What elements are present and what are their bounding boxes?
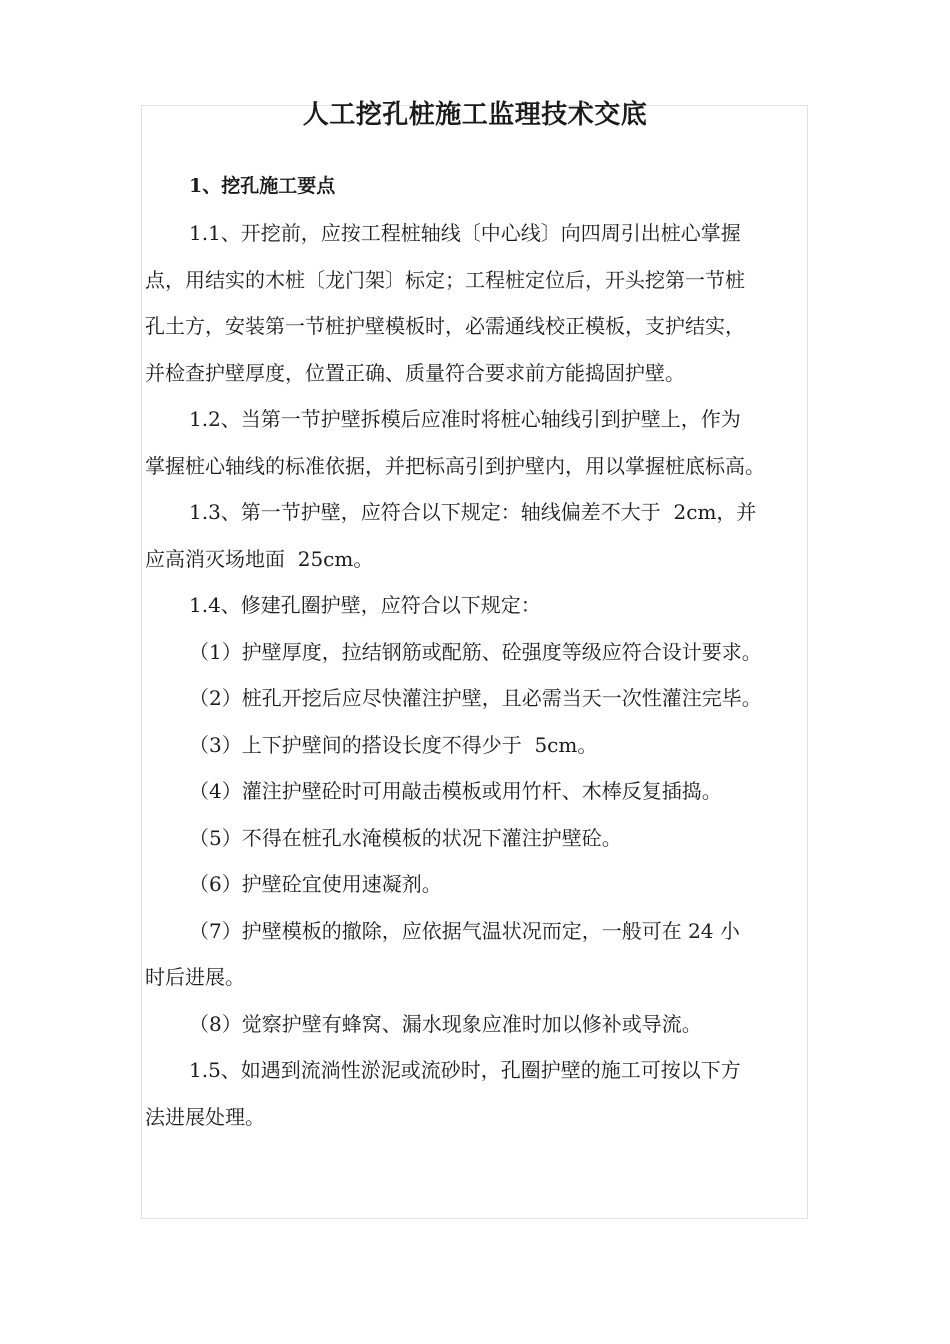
list-item: （1）护壁厚度，拉结钢筋或配筋、砼强度等级应符合设计要求。 (189, 639, 762, 664)
paragraph-line: 点，用结实的木桩〔龙门架〕标定；工程桩定位后，开头挖第一节桩 (145, 267, 745, 292)
list-item: （3）上下护壁间的搭设长度不得少于 5cm。 (189, 732, 598, 757)
document-body (145, 162, 815, 1140)
paragraph-line: 掌握桩心轴线的标准依据，并把标高引到护壁内，用以掌握桩底标高。 (145, 453, 765, 478)
paragraph-1-3 (145, 489, 815, 582)
list-item-continuation: 时后进展。 (145, 965, 245, 989)
paragraph-line: 应高消灭场地面 25cm。 (145, 546, 374, 571)
list-item: （8）觉察护壁有蜂窝、漏水现象应准时加以修补或导流。 (189, 1011, 702, 1036)
paragraph-line: 1.1、开挖前，应按工程桩轴线〔中心线〕向四周引出桩心掌握 (189, 221, 741, 245)
paragraph-line: 1.4、修建孔圈护壁，应符合以下规定： (189, 593, 541, 617)
list-item: （4）灌注护壁砼时可用敲击模板或用竹杆、木棒反复插捣。 (189, 779, 722, 803)
paragraph-1-1 (145, 210, 815, 396)
list-item: （6）护壁砼宜使用速凝剂。 (189, 872, 442, 896)
paragraph-line: 并检查护壁厚度，位置正确、质量符合要求前方能捣固护壁。 (145, 360, 685, 385)
list-item: （2）桩孔开挖后应尽快灌注护壁，且必需当天一次性灌注完毕。 (189, 686, 762, 710)
paragraph-line: 孔土方，安装第一节桩护壁模板时，必需通线校正模板，支护结实， (145, 314, 745, 338)
paragraph-1-2 (145, 396, 815, 489)
list-item: （7）护壁模板的撤除，应依据气温状况而定，一般可在 24 小 (189, 918, 740, 943)
section-heading: 1、挖孔施工要点 (189, 175, 336, 197)
list-item: （5）不得在桩孔水淹模板的状况下灌注护壁砼。 (189, 825, 622, 850)
paragraph-1-4 (145, 582, 815, 629)
document-title: 人工挖孔桩施工监理技术交底 (302, 100, 648, 130)
requirement-list (145, 629, 815, 1048)
paragraph-line: 1.3、第一节护壁，应符合以下规定：轴线偏差不大于 2cm，并 (189, 500, 757, 524)
paragraph-line: 法进展处理。 (145, 1104, 265, 1129)
paragraph-1-5 (145, 1047, 815, 1140)
paragraph-line: 1.2、当第一节护壁拆模后应准时将桩心轴线引到护壁上，作为 (189, 407, 741, 431)
paragraph-line: 1.5、如遇到流淌性淤泥或流砂时，孔圈护壁的施工可按以下方 (189, 1058, 741, 1082)
